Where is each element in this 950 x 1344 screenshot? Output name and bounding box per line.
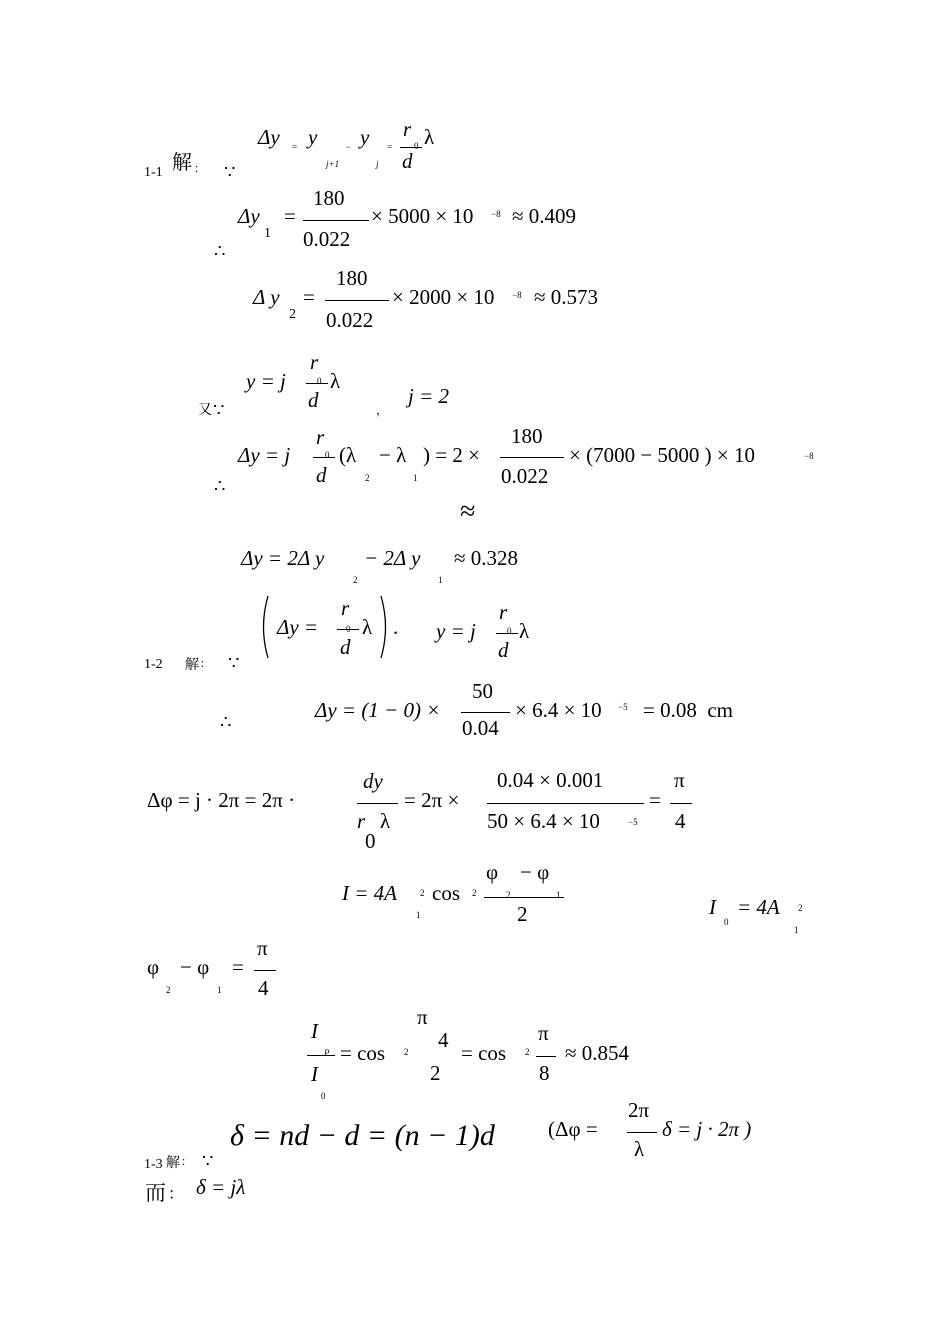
lambda: λ	[362, 615, 373, 639]
result-value: ≈ 0.854	[565, 1041, 630, 1065]
superscript-2: 2	[525, 1047, 530, 1057]
subscript-1: 1	[416, 910, 421, 920]
minus-phi-1: − φ	[520, 860, 550, 884]
left-paren	[257, 594, 271, 660]
path-difference-equation: δ = nd − d = (n − 1)d	[230, 1119, 495, 1152]
numerator: 180	[336, 266, 368, 290]
delta-equals-j-2pi: δ = j · 2π )	[662, 1117, 752, 1141]
denominator: 4	[675, 809, 686, 833]
pi-numerator: π	[674, 768, 685, 792]
equals-cos: = cos	[340, 1041, 386, 1065]
fraction-bar	[337, 629, 359, 630]
delta-y: Δy	[238, 204, 260, 228]
delta-y: Δ y	[253, 285, 280, 309]
close-paren-times: ) = 2 ×	[423, 443, 480, 467]
exponent: −8	[804, 451, 814, 461]
colon: ：	[168, 1184, 185, 1203]
i0-denominator: I	[311, 1062, 318, 1086]
because-symbol: ∵	[202, 1151, 214, 1171]
subscript-0: 0	[321, 1091, 326, 1101]
fraction-bar	[357, 803, 398, 804]
subscript-0: 0	[724, 917, 729, 927]
equals: =	[649, 788, 661, 812]
numerator: 180	[511, 424, 543, 448]
because-symbol: ∵	[213, 400, 225, 420]
product-term: × 5000 × 10	[371, 204, 474, 228]
denominator: 8	[539, 1061, 550, 1085]
numerator: 180	[313, 186, 345, 210]
r-numerator: r	[341, 596, 350, 620]
fraction-bar	[500, 457, 564, 458]
denominator: 0.022	[303, 227, 351, 251]
subscript-2: 2	[289, 307, 296, 322]
phase-relation: (Δφ =	[548, 1117, 598, 1141]
cos: cos	[432, 881, 460, 905]
y-term: y	[360, 125, 370, 149]
subscript-0: 0	[325, 450, 330, 460]
denominator: 0.022	[501, 464, 549, 488]
equals-2pi-times: = 2π ×	[404, 788, 460, 812]
delta-equals-j-lambda: δ = jλ	[196, 1175, 246, 1199]
r-denominator: r	[357, 809, 366, 833]
fraction-bar	[627, 1132, 657, 1133]
approx-symbol: ≈	[460, 496, 476, 527]
pi-numerator: π	[417, 1005, 428, 1029]
superscript-2: 2	[472, 888, 477, 898]
minus-lambda-1: − λ	[379, 443, 407, 467]
equals: =	[303, 285, 315, 309]
ip-numerator: I	[311, 1019, 318, 1043]
d-denominator: d	[340, 635, 351, 659]
because-symbol: ∵	[224, 162, 236, 182]
i0-value: = 4A	[737, 895, 780, 919]
denominator: 2	[517, 902, 528, 926]
y-equals-j: y = j	[246, 369, 286, 393]
subscript-1: 1	[264, 226, 271, 241]
subscript-0: 0	[507, 626, 512, 636]
fraction-bar	[400, 147, 422, 148]
superscript-2: 2	[798, 903, 803, 913]
fraction-bar	[536, 1056, 556, 1057]
delta-y-equals: Δy = (1 − 0) ×	[315, 698, 441, 722]
product-term: × (7000 − 5000 ) × 10	[569, 443, 756, 467]
fraction-bar	[496, 633, 518, 634]
lambda: λ	[424, 125, 435, 149]
jie-label: 解	[185, 657, 199, 673]
denominator: 0.04	[462, 716, 499, 740]
y-term: y	[308, 125, 318, 149]
comma: ，	[376, 403, 389, 417]
r-numerator: r	[316, 425, 325, 449]
because-symbol: ∵	[228, 653, 240, 673]
fraction-bar	[313, 457, 335, 458]
exponent: −8	[512, 290, 522, 300]
lambda-2: (λ	[339, 443, 357, 467]
fraction-bar	[487, 803, 644, 804]
equals-small: =	[292, 142, 298, 152]
y-equals-j: y = j	[436, 619, 476, 643]
phi-2: φ	[486, 860, 499, 884]
equals-cos: = cos	[461, 1041, 507, 1065]
two: 2	[430, 1061, 441, 1085]
fraction-bar	[254, 970, 276, 971]
denominator: 50 × 6.4 × 10	[487, 809, 600, 833]
subscript-0: 0	[365, 829, 376, 853]
equals: =	[232, 955, 244, 979]
r-numerator: r	[499, 600, 508, 624]
equals-small: =	[387, 142, 393, 152]
lambda: λ	[519, 619, 530, 643]
phi-2: φ	[147, 955, 160, 979]
pi-numerator: π	[538, 1021, 549, 1045]
exponent: −5	[628, 817, 638, 827]
problem-label: 1-1	[144, 165, 163, 180]
superscript-2: 2	[420, 888, 425, 898]
right-paren	[378, 594, 392, 660]
result-value: ≈ 0.328	[454, 546, 519, 570]
er-label: 而	[145, 1181, 166, 1205]
subscript-1: 1	[438, 575, 443, 585]
d-denominator: d	[316, 463, 327, 487]
therefore-symbol: ∴	[214, 476, 226, 496]
numerator: 50	[472, 679, 493, 703]
jie-label: 解	[166, 1155, 180, 1171]
period: .	[393, 615, 399, 639]
subscript-p: P	[324, 1048, 330, 1058]
exponent: −5	[618, 702, 628, 712]
lambda: λ	[330, 369, 341, 393]
delta-y-equals: Δy =	[277, 615, 319, 639]
subscript-1: 1	[556, 890, 561, 900]
delta-y: Δy	[258, 125, 280, 149]
denominator: 4	[258, 976, 269, 1000]
problem-label: 1-3	[144, 1157, 163, 1172]
problem-label: 1-2	[144, 657, 163, 672]
exponent: −8	[491, 209, 501, 219]
therefore-symbol: ∴	[214, 241, 226, 261]
pi-numerator: π	[257, 936, 268, 960]
r-numerator: r	[310, 350, 319, 374]
colon: ：	[181, 1155, 192, 1168]
fraction-bar	[325, 300, 389, 301]
four: 4	[438, 1028, 449, 1052]
numerator: 0.04 × 0.001	[497, 768, 604, 792]
dy-numerator: dy	[363, 769, 383, 793]
subscript-1: 1	[217, 985, 222, 995]
minus-2-delta-y: − 2Δ y	[364, 546, 421, 570]
subscript-2: 2	[353, 575, 358, 585]
subscript-2: 2	[166, 985, 171, 995]
minus-small: −	[346, 142, 352, 152]
result-value: = 0.08 cm	[643, 698, 733, 722]
fraction-bar	[307, 1055, 335, 1056]
lambda: λ	[380, 809, 391, 833]
result-value: ≈ 0.573	[534, 285, 599, 309]
equals: =	[284, 204, 296, 228]
jie-label: 解	[172, 150, 192, 174]
d-denominator: d	[402, 149, 413, 173]
condition-j-equals-2: j = 2	[408, 384, 450, 408]
delta-y-equals-j: Δy = j	[238, 443, 291, 467]
fraction-bar	[306, 383, 328, 384]
subscript-2: 2	[365, 473, 370, 483]
colon: ：	[200, 657, 211, 670]
phase-difference: Δφ = j · 2π = 2π ·	[147, 788, 296, 812]
subscript-2: 2	[506, 890, 511, 900]
product-term: × 2000 × 10	[392, 285, 495, 309]
d-denominator: d	[308, 388, 319, 412]
fraction-bar	[484, 897, 564, 898]
denominator: 0.022	[326, 308, 374, 332]
lambda-denominator: λ	[634, 1137, 645, 1161]
colon: ：	[194, 162, 205, 175]
intensity-equation: I = 4A	[342, 881, 397, 905]
subscript-j-plus-1: j+1	[326, 159, 340, 169]
subscript-0: 0	[414, 141, 419, 151]
therefore-symbol: ∴	[220, 712, 232, 732]
subscript-j: j	[376, 159, 379, 169]
numerator: 2π	[628, 1098, 650, 1122]
subscript-1: 1	[794, 925, 799, 935]
subscript-1: 1	[413, 473, 418, 483]
subscript-0: 0	[317, 376, 322, 386]
r-numerator: r	[403, 117, 412, 141]
fraction-bar	[670, 803, 692, 804]
minus-phi-1: − φ	[180, 955, 210, 979]
you-label: 又	[198, 402, 212, 418]
product-term: × 6.4 × 10	[515, 698, 602, 722]
i0-symbol: I	[709, 895, 716, 919]
superscript-2: 2	[404, 1047, 409, 1057]
delta-y-equals: Δy = 2Δ y	[241, 546, 325, 570]
result-value: ≈ 0.409	[512, 204, 577, 228]
subscript-0: 0	[346, 624, 351, 634]
fraction-bar	[461, 712, 510, 713]
d-denominator: d	[498, 638, 509, 662]
fraction-bar	[303, 220, 369, 221]
